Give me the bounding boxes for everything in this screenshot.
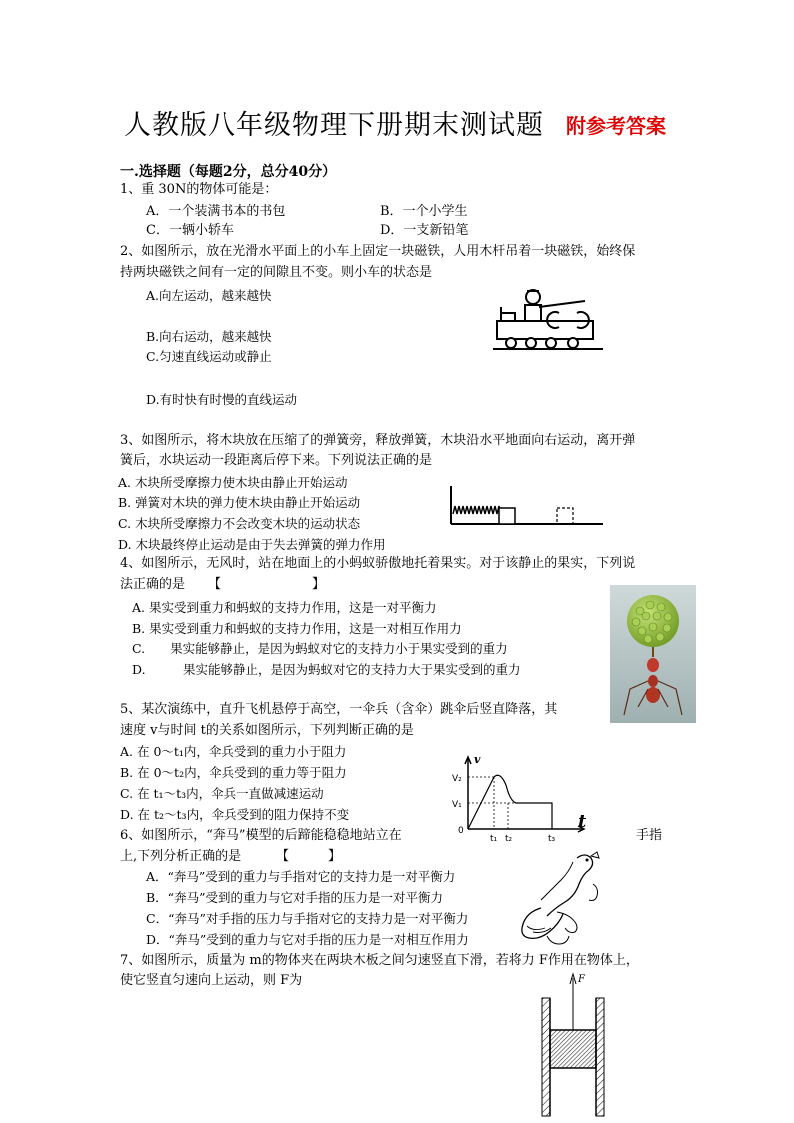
q6-stem-line2: 上,下列分析正确的是	[120, 849, 242, 864]
graph-v-label: v	[474, 753, 481, 766]
graph-v2-label: V₂	[452, 774, 462, 784]
q7-stem-line2: 使它竖直匀速向上运动，则 F为	[120, 973, 303, 988]
q6-option-d: D．“奔马”受到的重力与它对手指的压力是一对相互作用力	[146, 932, 469, 947]
section-heading: 一.选择题（每题2分，总分40分）	[120, 164, 337, 180]
q3-option-a: A. 木块所受摩擦力使木块由静止开始运动	[118, 475, 348, 490]
q6-stem-line1-end: 手指	[636, 828, 663, 843]
q4-option-d: D. 果实能够静止，是因为蚂蚁对它的支持力大于果实受到的重力	[132, 662, 521, 677]
q4-answer-bracket: 【 】	[208, 577, 326, 592]
q2-option-c: C.匀速直线运动或静止	[146, 349, 272, 364]
q4-option-b: B. 果实受到重力和蚂蚁的支持力作用，这是一对相互作用力	[132, 621, 462, 636]
ant-fruit-photo	[610, 585, 696, 723]
q5-option-b: B. 在 0～t₂内，伞兵受到的重力等于阻力	[120, 765, 347, 780]
q5-stem-line1: 5、某次演练中，直升飞机悬停于高空，一伞兵（含伞）跳伞后竖直降落，其	[120, 702, 558, 717]
q5-option-c: C. 在 t₁～t₃内，伞兵一直做减速运动	[120, 786, 324, 801]
q1-option-c: C．一辆小轿车	[146, 223, 234, 238]
q2-option-b: B.向右运动，越来越快	[146, 329, 272, 344]
q6-answer-bracket: 【 】	[276, 849, 342, 864]
q6-stem-line1: 6、如图所示，“奔马”模型的后蹄能稳稳地站立在	[120, 828, 402, 843]
q1-stem: 1、重 30N的物体可能是：	[120, 182, 278, 197]
q2-stem-line1: 2、如图所示，放在光滑水平面上的小车上固定一块磁铁，人用木杆吊着一块磁铁，始终保	[120, 244, 636, 259]
q3-stem-line1: 3、如图所示，将木块放在压缩了的弹簧旁，释放弹簧，木块沿水平地面向右运动，离开弹	[120, 433, 636, 448]
velocity-time-graph	[450, 755, 590, 845]
page-title: 人教版八年级物理下册期末测试题	[124, 110, 544, 141]
q3-option-d: D. 木块最终停止运动是由于失去弹簧的弹力作用	[118, 537, 386, 552]
q1-option-b: B．一个小学生	[380, 204, 468, 219]
q4-option-a: A. 果实受到重力和蚂蚁的支持力作用，这是一对平衡力	[132, 600, 437, 615]
cart-magnet-figure	[493, 283, 603, 355]
graph-origin-label: 0	[458, 826, 464, 836]
graph-v1-label: V₁	[452, 800, 462, 810]
q4-stem-line1: 4、如图所示，无风时，站在地面上的小蚂蚁骄傲地托着果实。对于该静止的果实，下列说	[120, 556, 636, 571]
q3-stem-line2: 簧后，水块运动一段距离后停下来。下列说法正确的是	[120, 453, 433, 468]
q4-option-c: C. 果实能够静止，是因为蚂蚁对它的支持力小于果实受到的重力	[132, 641, 508, 656]
graph-t2-label: t₂	[505, 834, 513, 844]
q1-option-d: D．一支新铅笔	[380, 223, 469, 238]
spring-block-figure	[447, 484, 607, 530]
q1-option-a: A．一个装满书本的书包	[146, 204, 286, 219]
graph-t3-label: t₃	[548, 834, 556, 844]
q3-option-c: C. 木块所受摩擦力不会改变木块的运动状态	[118, 516, 361, 531]
q2-option-a: A.向左运动，越来越快	[146, 288, 272, 303]
force-f-label: F	[578, 974, 585, 985]
q5-stem-line2: 速度 v与时间 t的关系如图所示，下列判断正确的是	[120, 723, 414, 738]
q5-option-a: A. 在 0～t₁内，伞兵受到的重力小于阻力	[120, 744, 347, 759]
title-badge: 附参考答案	[566, 114, 666, 138]
q7-stem-line1: 7、如图所示，质量为 m的物体夹在两块木板之间匀速竖直下滑，若将力 F作用在物体上，	[120, 953, 639, 968]
q5-option-d: D. 在 t₂～t₃内，伞兵受到的阻力保持不变	[120, 807, 350, 822]
q6-option-a: A．“奔马”受到的重力与手指对它的支持力是一对平衡力	[146, 869, 456, 884]
q6-option-c: C．“奔马”对手指的压力与手指对它的支持力是一对平衡力	[146, 911, 469, 926]
block-between-boards-figure	[538, 968, 610, 1118]
q2-stem-line2: 持两块磁铁之间有一定的间隙且不变。则小车的状态是	[120, 265, 433, 280]
q3-option-b: B. 弹簧对木块的弹力使木块由静止开始运动	[118, 495, 361, 510]
graph-t1-label: t₁	[490, 834, 498, 844]
q6-option-b: B．“奔马”受到的重力与它对手指的压力是一对平衡力	[146, 890, 443, 905]
q4-stem-line2: 法正确的是	[120, 577, 186, 592]
q2-option-d: D.有时快有时慢的直线运动	[146, 392, 298, 407]
horse-finger-figure	[517, 848, 609, 948]
graph-t-label: t	[578, 811, 587, 832]
